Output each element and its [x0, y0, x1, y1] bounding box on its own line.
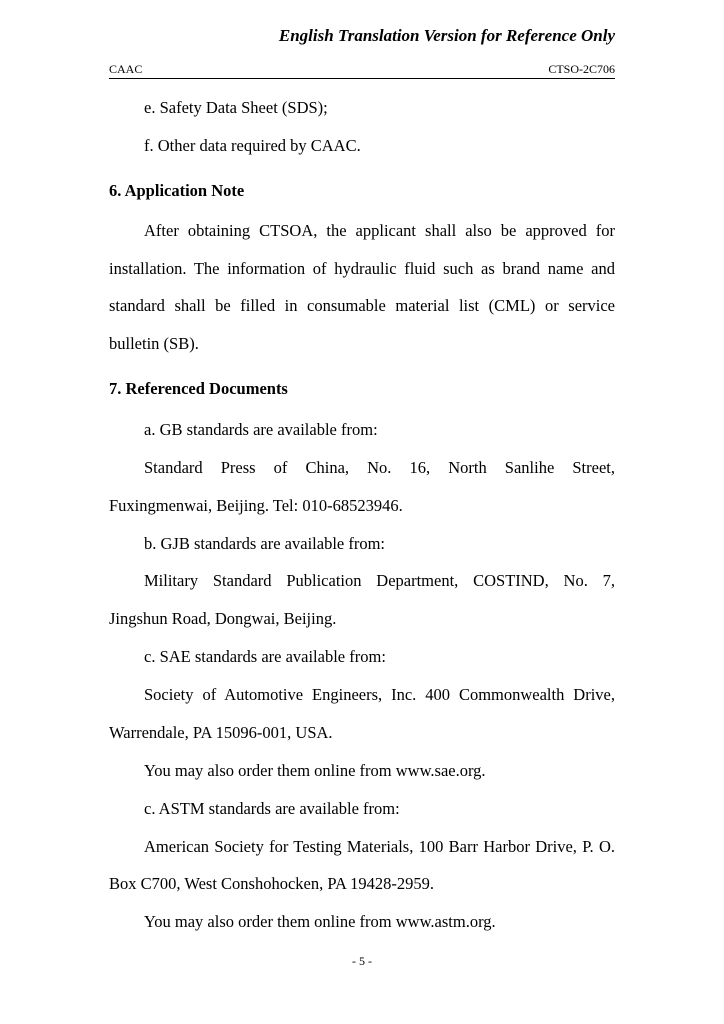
sae-standards-title: c. SAE standards are available from: [144, 647, 386, 666]
astm-online-note: You may also order them online from www.astm.org. [144, 912, 496, 931]
header-document-id: CTSO-2C706 [548, 62, 615, 76]
translation-notice: English Translation Version for Reference Only [278, 26, 615, 45]
section-6-line: bulletin (SB). [109, 334, 199, 353]
item-f-text: f. Other data required by CAAC. [144, 136, 361, 155]
section-6-line: After obtaining CTSOA, the applicant shall also be approved for [144, 221, 615, 240]
header-organization: CAAC [109, 62, 143, 76]
page-number: - 5 - [352, 954, 372, 968]
section-6-line: standard shall be filled in consumable material list (CML) or service [109, 296, 615, 315]
section-6-line: installation. The information of hydraulic fluid such as brand name and [109, 259, 615, 278]
gb-address-line: Standard Press of China, No. 16, North Sanlihe Street, [144, 458, 615, 477]
gb-address-line: Fuxingmenwai, Beijing. Tel: 010-68523946. [109, 496, 403, 515]
gjb-address-line: Jingshun Road, Dongwai, Beijing. [109, 609, 337, 628]
gjb-standards-title: b. GJB standards are available from: [144, 534, 386, 553]
sae-online-note: You may also order them online from www.sae.org. [144, 761, 486, 780]
sae-address-line: Society of Automotive Engineers, Inc. 400 Commonwealth Drive, [144, 685, 615, 704]
item-e-text: e. Safety Data Sheet (SDS); [144, 98, 328, 117]
astm-address-line: American Society for Testing Materials, 100 Barr Harbor Drive, P. O. [144, 837, 615, 856]
astm-standards-title: c. ASTM standards are available from: [144, 799, 400, 818]
page-header [109, 62, 615, 79]
gjb-address-line: Military Standard Publication Department, COSTIND, No. 7, [144, 571, 615, 590]
section-6-heading: 6. Application Note [109, 181, 245, 200]
astm-address-line: Box C700, West Conshohocken, PA 19428-2959. [109, 874, 435, 893]
gb-standards-title: a. GB standards are available from: [144, 420, 378, 439]
section-7-heading: 7. Referenced Documents [109, 379, 288, 398]
sae-address-line: Warrendale, PA 15096-001, USA. [109, 723, 333, 742]
